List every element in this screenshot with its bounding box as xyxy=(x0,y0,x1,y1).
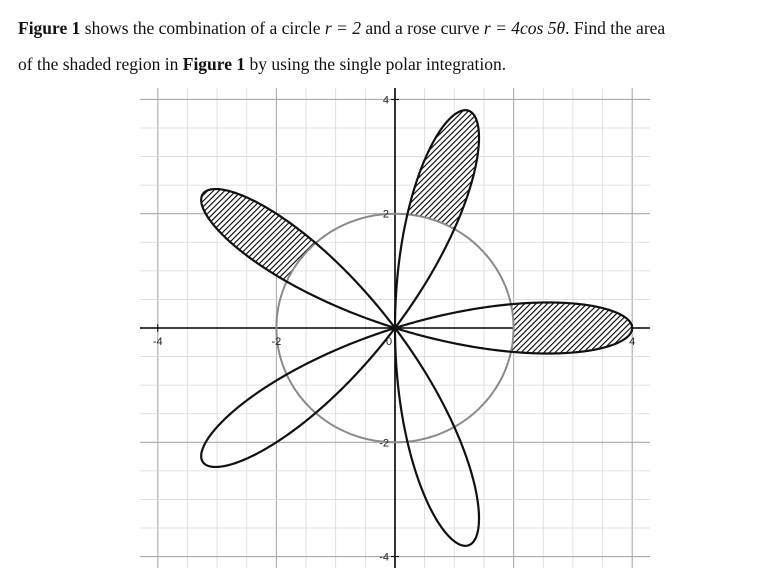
problem-line-2 xyxy=(18,46,778,82)
hatched-petal-tip xyxy=(395,110,479,328)
problem-text: . Find the area xyxy=(565,18,666,38)
y-tick-label: -4 xyxy=(379,551,389,564)
shaded-region xyxy=(201,110,632,353)
rose-equation: r = 4cos 5θ xyxy=(483,18,566,38)
y-tick-label: 4 xyxy=(382,94,389,107)
x-tick-label: 0 xyxy=(385,336,393,348)
figure-ref: Figure 1 xyxy=(182,54,246,74)
problem-text: shows the combination of a circle xyxy=(80,18,325,38)
problem-text: of the shaded region in xyxy=(18,54,183,74)
x-tick-label: -4 xyxy=(152,336,163,348)
problem-statement xyxy=(18,10,778,82)
y-tick-label: 2 xyxy=(382,208,389,221)
x-tick-label: -2 xyxy=(271,336,282,348)
x-tick-label: 4 xyxy=(629,336,636,348)
hatched-petal-tip xyxy=(201,189,395,328)
y-tick-label: -2 xyxy=(379,437,389,450)
polar-figure xyxy=(140,88,650,568)
circle-equation: r = 2 xyxy=(324,18,361,38)
problem-text: and a rose curve xyxy=(360,18,484,38)
problem-line-1 xyxy=(18,10,778,46)
problem-text: by using the single polar integration. xyxy=(245,54,507,74)
figure-ref: Figure 1 xyxy=(18,18,81,38)
